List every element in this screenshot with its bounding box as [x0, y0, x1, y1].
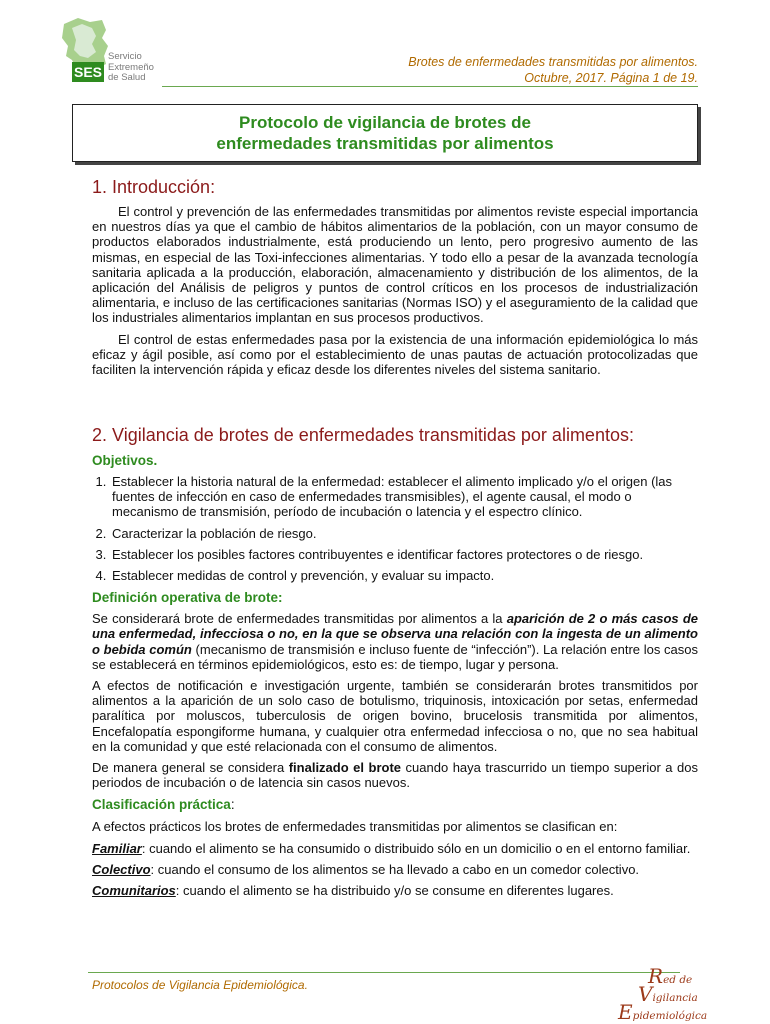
- term-label: Familiar: [92, 840, 142, 856]
- list-item: 1. Establecer la historia natural de la enfermedad: establecer el alimento implicado y/o el origen (las fuentes de infección en caso de enfermedades transmisibles), el agente causal, el modo o mecanismo de transmisión, período de incubación o latencia y el espectro clínico.: [110, 474, 698, 520]
- logo-initial: E: [618, 1000, 633, 1024]
- section-heading: 2. Vigilancia de brotes de enfermedades transmitidas por alimentos:: [92, 425, 634, 445]
- header-divider: [162, 86, 698, 87]
- paragraph: A efectos de notificación e investigación urgente, también se considerarán brotes transmitidos por alimentos a la aparición de un solo caso de botulismo, triquinosis, intoxicación por setas, enfermedad paralítica por moluscos, tuberculosis de origen bovino, brucelosis transmitida por alimentos, Encefalopatía espongiforme humana, y cualquier otra enfermedad infecciosa o no, que no sea habitual en la comunidad y que esté relacionada con el consumo de alimentos.: [92, 678, 698, 754]
- text-run: : cuando el alimento se ha distribuido y/o se consume en diferentes lugares.: [175, 883, 614, 899]
- list-item: 4. Establecer medidas de control y prevención, y evaluar su impacto.: [110, 568, 698, 583]
- document-title-box: [72, 104, 698, 162]
- list-item: 3. Establecer los posibles factores contribuyentes e identificar factores protectores o de riesgo.: [110, 547, 698, 562]
- subsection-heading: Objetivos.: [92, 453, 158, 468]
- paragraph: El control de estas enfermedades pasa por la existencia de una información epidemiológica lo más eficaz y ágil posible, así como por el establecimiento de unas pautas de actuación protocolizadas que faciliten la intervención rápida y eficaz desde los diferentes niveles del sistema sanitario.: [92, 331, 698, 378]
- paragraph: [92, 841, 698, 856]
- logo-line: de Salud: [108, 72, 146, 83]
- footer-logo: [612, 964, 708, 1024]
- paragraph: [92, 883, 698, 898]
- subsection-heading: [92, 796, 698, 814]
- list-item: 2. Caracterizar la población de riesgo.: [110, 526, 698, 541]
- heading-colon: :: [230, 797, 235, 813]
- paragraph: El control y prevención de las enfermedades transmitidas por alimentos reviste especial importancia en nuestros días ya que el cambio de hábitos alimentarios de la población, con un mayor consumo de productos elaborados industrialmente, está produciendo un lento, pero progresivo aumento de las mismas, en especial de las Toxi-infecciones alimentarias. Y todo ello a pesar de la avanzada tecnología sanitaria aplicada a la producción, elaboración, almacenamiento y distribución de los alimentos, de la aplicación del Análisis de peligros y puntos de control críticos en los procesos de industrialización alimentaria, e incluso de las certificaciones sanitarias (Normas ISO) y el aseguramiento de la calidad que los industriales alimentarios implantan en sus procesos productivos.: [92, 204, 698, 326]
- paragraph: [92, 760, 698, 790]
- objectives-list: [92, 474, 698, 583]
- term-label: Colectivo: [92, 861, 151, 877]
- section-surveillance: [92, 424, 698, 898]
- footer-divider: [88, 972, 680, 973]
- text-run: De manera general se considera: [92, 760, 289, 776]
- text-run: (mecanismo de transmisión e incluso fuente de “infección”). La relación entre los casos se establecerá en términos epidemiológicos, esto es: de tiempo, lugar y persona.: [92, 641, 699, 672]
- logo-initial: R: [648, 964, 664, 988]
- logo-line: Extremeño: [108, 61, 154, 73]
- paragraph: [92, 611, 698, 672]
- logo-line: igilancia: [652, 992, 698, 1004]
- paragraph: [92, 862, 698, 877]
- subsection-heading: Definición operativa de brote:: [92, 590, 283, 606]
- heading-text: Clasificación práctica: [92, 797, 231, 813]
- section-heading: 1. Introducción:: [92, 177, 216, 197]
- emphasis-text: finalizado el brote: [288, 760, 402, 776]
- title-line: enfermedades transmitidas por alimentos: [216, 134, 554, 153]
- paragraph: A efectos prácticos los brotes de enfermedades transmitidas por alimentos se clasifican en:: [92, 819, 618, 835]
- logo-line: pidemiológica: [632, 1010, 708, 1022]
- header-page-info: Octubre, 2017. Página 1 de 19.: [524, 71, 698, 85]
- text-run: : cuando el consumo de los alimentos se ha llevado a cabo en un comedor colectivo.: [150, 861, 640, 877]
- text-run: : cuando el alimento se ha consumido o distribuido sólo en un domicilio o en el entorno familiar.: [141, 840, 691, 856]
- section-introduction: [92, 176, 698, 377]
- text-run: cuando haya trascurrido un tiempo superior a dos periodos de incubación o de latencia sin casos nuevos.: [92, 760, 698, 791]
- svg-text:SES: SES: [73, 64, 103, 80]
- title-line: Protocolo de vigilancia de brotes de: [239, 113, 531, 132]
- text-run: Se considerará brote de enfermedades transmitidas por alimentos a la: [92, 611, 507, 627]
- term-label: Comunitarios: [92, 883, 176, 899]
- logo-line: Servicio: [108, 51, 142, 62]
- header-title: Brotes de enfermedades transmitidas por alimentos.: [408, 55, 698, 69]
- logo-initial: V: [638, 982, 653, 1006]
- footer-text: Protocolos de Vigilancia Epidemiológica.: [92, 978, 308, 992]
- logo-wordmark: [108, 52, 154, 84]
- running-header: [408, 54, 698, 86]
- logo-line: ed de: [663, 974, 693, 986]
- emphasis-text: aparición de 2 o más casos de una enfermedad, infecciosa o no, en la que se observa una relación con la ingesta de un alimento o bebida común: [92, 611, 699, 657]
